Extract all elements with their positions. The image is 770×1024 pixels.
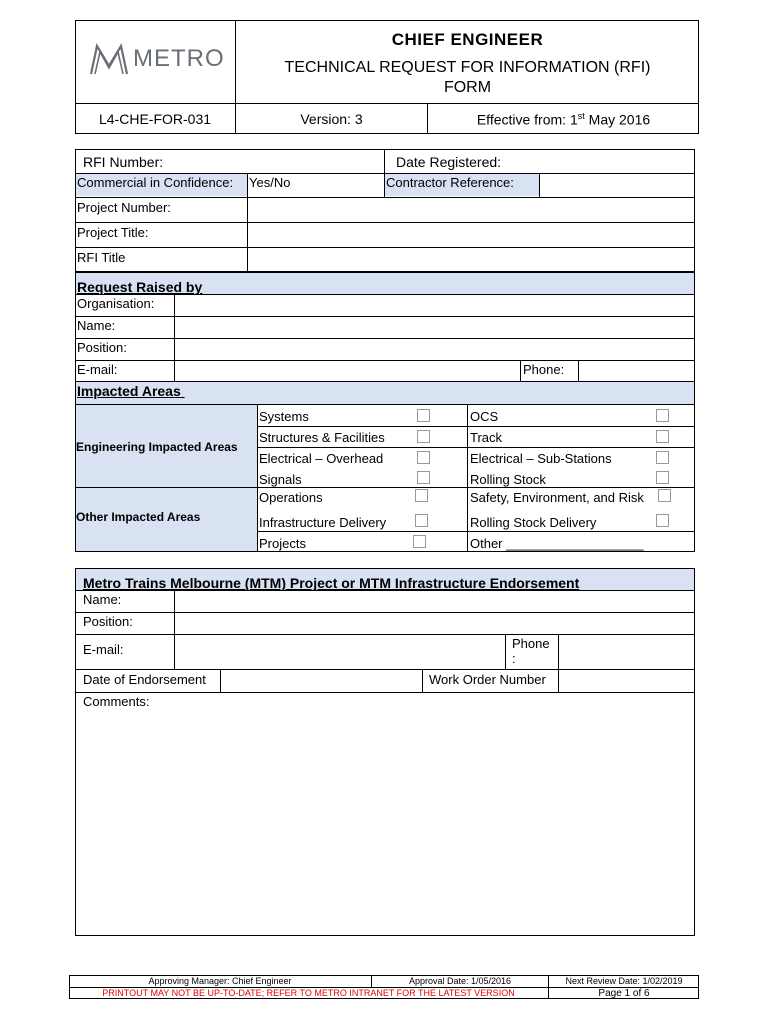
project-title-field[interactable] [248, 223, 694, 246]
rolling-stock-delivery-checkbox[interactable] [656, 514, 669, 527]
signals-checkbox[interactable] [417, 471, 430, 484]
raised-phone-label: Phone: [523, 362, 565, 377]
ocs-checkbox[interactable] [656, 409, 669, 422]
area-ocs: OCS [470, 409, 499, 424]
raised-name-field[interactable] [175, 317, 694, 338]
doc-code: L4-CHE-FOR-031 [98, 111, 212, 127]
commercial-label: Commercial in Confidence: [77, 175, 234, 190]
form-title-2: FORM [443, 79, 492, 96]
raised-phone-field[interactable] [579, 361, 694, 381]
projects-checkbox[interactable] [413, 535, 426, 548]
page-number: Page 1 of 6 [598, 988, 650, 999]
version: Version: 3 [300, 111, 363, 127]
rfi-divider [384, 149, 385, 173]
organisation-field[interactable] [175, 295, 694, 316]
electrical-substations-checkbox[interactable] [656, 451, 669, 464]
metro-m-icon [89, 42, 129, 76]
area-systems: Systems [259, 409, 309, 424]
impacted-heading: Impacted Areas [77, 383, 185, 399]
endorse-date-label: Date of Endorsement [83, 672, 206, 687]
effective-prefix: Effective from: 1 [476, 111, 578, 128]
endorse-name-label: Name: [83, 592, 122, 607]
area-structures: Structures & Facilities [259, 430, 385, 445]
effective-suffix: May 2016 [584, 111, 651, 128]
contractor-ref-field[interactable] [540, 174, 694, 196]
area-signals: Signals [259, 472, 302, 487]
structures-checkbox[interactable] [417, 430, 430, 443]
area-track: Track [470, 430, 503, 445]
contractor-ref-label: Contractor Reference: [386, 175, 514, 190]
approving-manager: Approving Manager: Chief Engineer [148, 976, 292, 986]
header-divider [75, 103, 699, 104]
raised-email-label: E-mail: [77, 362, 118, 377]
date-registered-field[interactable] [510, 151, 692, 171]
impacted-divider [257, 531, 695, 532]
endorse-phone-colon: : [512, 651, 516, 666]
project-title-label: Project Title: [77, 225, 149, 240]
raised-position-field[interactable] [175, 339, 694, 360]
logo-text: METRO [133, 45, 225, 72]
approval-date: Approval Date: 1/05/2016 [408, 976, 512, 986]
systems-checkbox[interactable] [417, 409, 430, 422]
metro-logo [89, 42, 224, 76]
endorse-position-label: Position: [83, 614, 133, 629]
raised-position-label: Position: [77, 340, 127, 355]
raised-name-label: Name: [77, 318, 116, 333]
endorsement-divider [422, 669, 423, 692]
endorsement-divider [75, 692, 695, 693]
printout-warning: PRINTOUT MAY NOT BE UP-TO-DATE; REFER TO METRO INTRANET FOR THE LATEST VERSION [102, 988, 515, 998]
track-checkbox[interactable] [656, 430, 669, 443]
request-raised-heading: Request Raised by [77, 279, 203, 295]
commercial-value[interactable]: Yes/No [249, 175, 291, 190]
rfi-number-field[interactable] [180, 151, 380, 171]
other-impacted-label: Other Impacted Areas [76, 510, 201, 524]
rfi-title-label: RFI Title [77, 250, 126, 265]
date-registered-label: Date Registered: [396, 154, 502, 170]
safety-checkbox[interactable] [658, 489, 671, 502]
comments-field[interactable] [76, 712, 694, 935]
form-title: TECHNICAL REQUEST FOR INFORMATION (RFI) [284, 59, 651, 76]
area-other[interactable]: Other ___________________ [470, 536, 644, 551]
area-projects: Projects [259, 536, 306, 551]
effective-sup: st [577, 111, 585, 121]
rfi-divider [384, 173, 385, 197]
organisation-label: Organisation: [77, 296, 155, 311]
endorse-phone-field[interactable] [559, 635, 694, 669]
endorsement-heading: Metro Trains Melbourne (MTM) Project or MTM Infrastructure Endorsement [83, 575, 580, 591]
raised-email-field[interactable] [175, 361, 519, 381]
area-rolling-stock: Rolling Stock [470, 472, 546, 487]
impacted-divider [257, 426, 695, 427]
page-title: CHIEF ENGINEER [391, 30, 544, 49]
rfi-number-label: RFI Number: [83, 154, 164, 170]
operations-checkbox[interactable] [415, 489, 428, 502]
endorse-position-field[interactable] [175, 613, 694, 634]
project-number-label: Project Number: [77, 200, 171, 215]
area-electrical-substations: Electrical – Sub-Stations [470, 451, 612, 466]
area-safety: Safety, Environment, and Risk [470, 490, 644, 505]
endorsement-divider [505, 634, 506, 669]
project-number-field[interactable] [248, 198, 694, 221]
rfi-title-field[interactable] [248, 248, 694, 271]
area-electrical-overhead: Electrical – Overhead [259, 451, 384, 466]
comments-label: Comments: [83, 694, 150, 709]
raised-divider [520, 360, 521, 381]
endorse-email-field[interactable] [175, 635, 504, 669]
endorse-phone-label: Phone [512, 636, 550, 651]
area-rolling-stock-delivery: Rolling Stock Delivery [470, 515, 597, 530]
engineering-impacted-label: Engineering Impacted Areas [76, 440, 238, 454]
work-order-label: Work Order Number [429, 672, 546, 687]
impacted-divider [257, 447, 695, 448]
next-review-date: Next Review Date: 1/02/2019 [565, 976, 683, 986]
work-order-field[interactable] [559, 670, 694, 692]
endorse-name-field[interactable] [175, 591, 694, 612]
impacted-divider [75, 487, 695, 488]
electrical-overhead-checkbox[interactable] [417, 451, 430, 464]
infrastructure-delivery-checkbox[interactable] [415, 514, 428, 527]
area-operations: Operations [259, 490, 323, 505]
effective-date [428, 111, 699, 128]
area-infrastructure-delivery: Infrastructure Delivery [259, 515, 387, 530]
rolling-stock-checkbox[interactable] [656, 471, 669, 484]
endorse-date-field[interactable] [221, 670, 421, 692]
endorse-email-label: E-mail: [83, 642, 124, 657]
